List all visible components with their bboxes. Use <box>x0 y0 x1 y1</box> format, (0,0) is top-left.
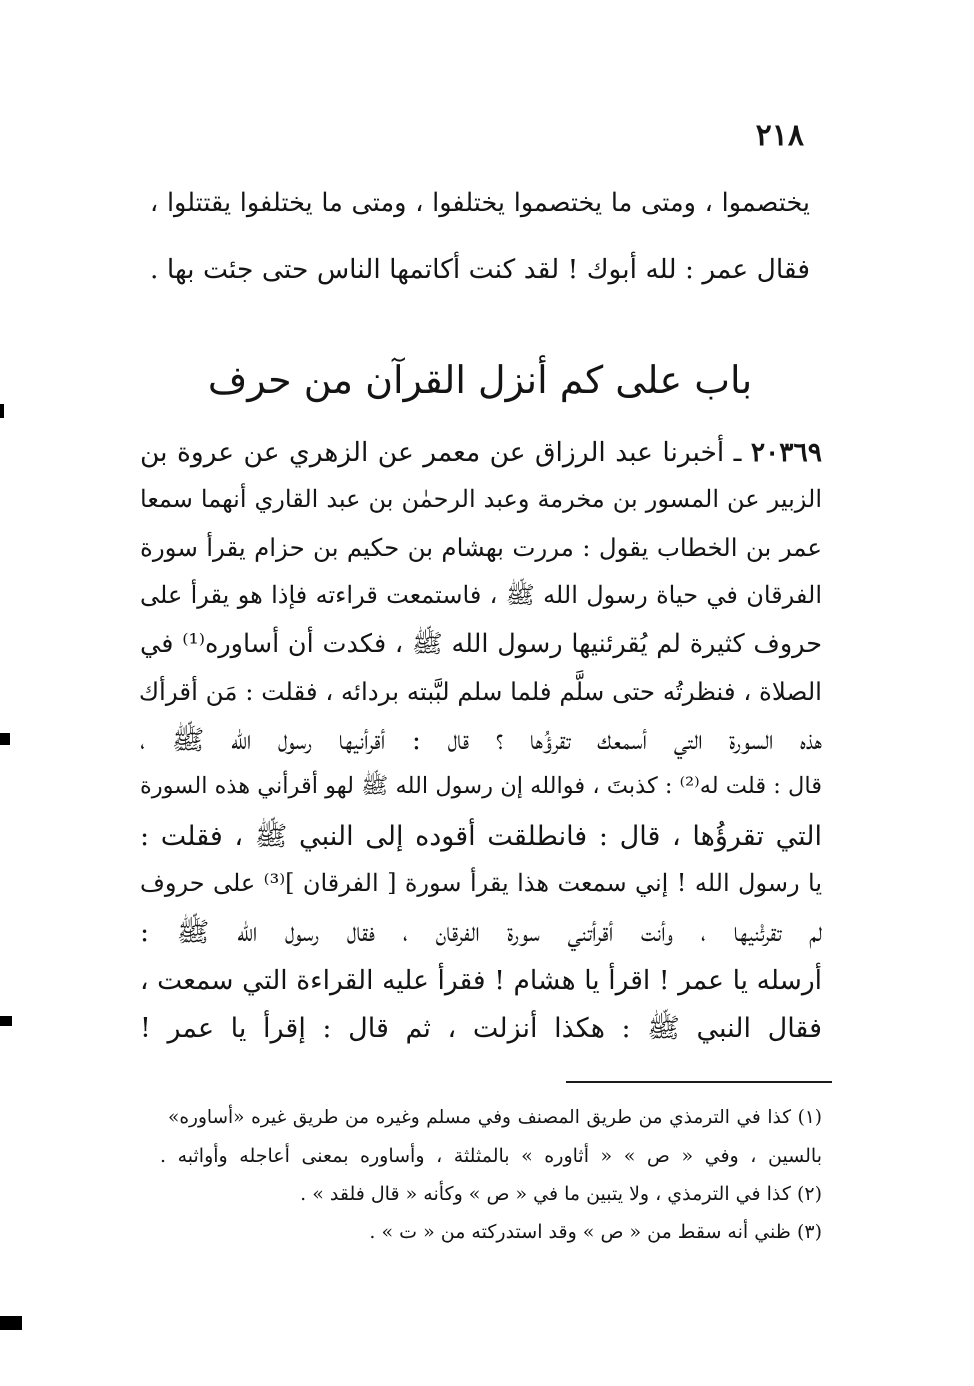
body-line-10: يا رسول الله ! إني سمعت هذا يقرأ سورة [ الفرقان ]⁽³⁾ على حروف <box>140 869 822 897</box>
body-line-13: فقال النبي ﷺ : هكذا أنزلت ، ثم قال : إقرأ يا عمر ! <box>140 1013 822 1044</box>
top-line-1: يختصموا ، ومتى ما يختصموا يختلفوا ، ومتى ما يختلفوا يقتتلوا ، <box>150 188 810 218</box>
chapter-heading: باب على كم أنزل القرآن من حرف <box>207 358 753 402</box>
page-number: ٢١٨ <box>755 118 804 153</box>
scan-edge-mark <box>0 1016 12 1026</box>
body-line-6: الصلاة ، فنظرتُه حتى سلَّم فلما سلم لبَّبته بردائه ، فقلت : مَن أقرأك <box>138 677 822 706</box>
body-line-11: لم تقرئْنيها ، وأنت أقرأتني سورة الفرقان ، فقال رسول الله ﷺ : <box>140 917 822 948</box>
body-line-5: حروف كثيرة لم يُقرئنيها رسول الله ﷺ ، فكدت أن أساوره⁽¹⁾ في <box>140 629 822 659</box>
footnote-separator <box>566 1081 832 1083</box>
body-line-2: الزبير عن المسور بن مخرمة وعبد الرحمٰن بن عبد القاري أنهما سمعا <box>140 485 822 513</box>
body-line-1 <box>140 437 822 469</box>
scan-edge-mark <box>0 1316 22 1330</box>
footnote-2: (٢) كذا في الترمذي ، ولا يتبين ما في « ص » وكأنه « قال فلقد » . <box>300 1183 822 1205</box>
footnote-1: (١) كذا في الترمذي من طريق المصنف وفي مسلم وغيره من طريق غيره «أساوره» <box>168 1107 822 1128</box>
footnote-1-continued: بالسين ، وفي « ص » « أثاوره » بالمثلثة ، وأساوره بمعنى أعاجله وأواثبه . <box>160 1145 822 1167</box>
body-line-9: التي تقرؤُها ، قال : فانطلقت أقوده إلى النبي ﷺ ، فقلت : <box>140 821 822 852</box>
body-line-4: الفرقان في حياة رسول الله ﷺ ، فاستمعت قراءته فإذا هو يقرأ على <box>140 581 822 609</box>
top-line-2: فقال عمر : لله أبوك ! لقد كنت أكاتمها الناس حتى جئت بها . <box>150 254 810 285</box>
scan-edge-mark <box>0 404 4 418</box>
hadith-number: ٢٠٣٦٩ <box>750 437 822 468</box>
footnote-3: (٣) ظني أنه سقط من « ص » وقد استدركته من « ت » . <box>369 1221 822 1243</box>
body-first-line-text: ـ أخبرنا عبد الرزاق عن معمر عن الزهري عن عروة بن <box>140 437 751 468</box>
body-line-8: قال : قلت له⁽²⁾ : كذبتَ ، فوالله إن رسول الله ﷺ لهو أقرأني هذه السورة <box>140 773 822 799</box>
body-line-12: أرسله يا عمر ! اقرأ يا هشام ! فقرأ عليه القراءة التي سمعت ، <box>140 965 822 996</box>
body-line-7: هذه السورة التي أسمعك تقرؤُها ؟ قال : أقرأنيها رسول الله ﷺ ، <box>140 725 822 756</box>
scan-edge-mark <box>0 733 10 745</box>
body-line-3: عمر بن الخطاب يقول : مررت بهشام بن حكيم بن حزام يقرأ سورة <box>140 533 822 562</box>
